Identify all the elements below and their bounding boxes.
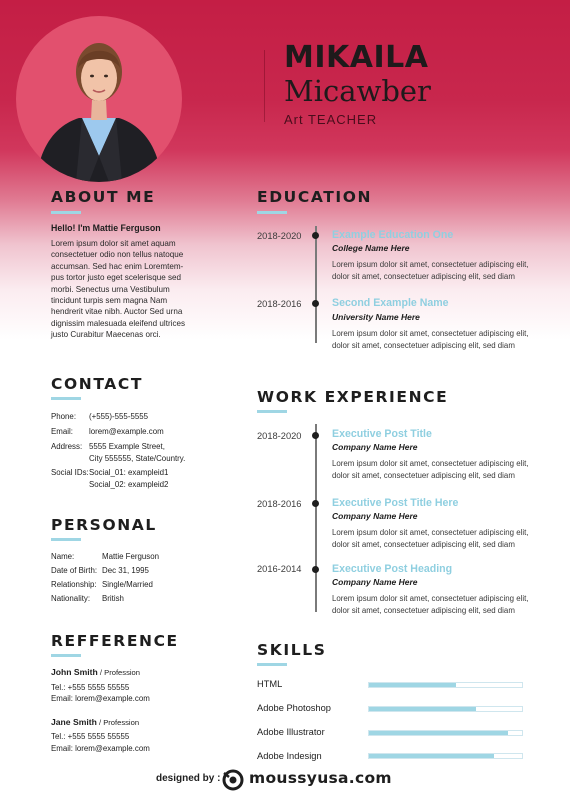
about-title: ABOUT ME (51, 188, 156, 206)
name-divider (264, 50, 265, 122)
contact-label: Email: (51, 427, 73, 436)
work-years: 2016-2014 (257, 564, 302, 574)
skill-bar (368, 730, 523, 736)
skill-label: HTML (257, 679, 283, 689)
education-desc: Lorem ipsum dolor sit amet, consectetuer adipiscing elit, dolor sit amet, consectetuer adipiscing elit, sed diam (332, 260, 529, 281)
last-name: Micawber (284, 74, 431, 108)
contact-value: lorem@example.com (89, 427, 164, 436)
reference-email: Email: lorem@example.com (51, 744, 150, 753)
reference-name (51, 717, 139, 727)
contact-title: CONTACT (51, 375, 144, 393)
reference-person: John Smith (51, 667, 98, 677)
skill-label: Adobe Indesign (257, 751, 322, 761)
work-timeline-line (315, 424, 317, 612)
skill-bar-fill (369, 731, 508, 735)
education-title-text: Second Example Name (332, 297, 449, 309)
reference-profession: / Profession (97, 668, 141, 677)
education-years: 2018-2020 (257, 231, 302, 241)
job-title: Art TEACHER (284, 112, 378, 127)
skill-bar (368, 753, 523, 759)
skill-bar-fill (369, 754, 494, 758)
first-name: MIKAILA (284, 40, 429, 75)
work-company: Company Name Here (332, 442, 418, 452)
about-hello: Hello! I'm Mattie Ferguson (51, 223, 161, 233)
contact-value: 5555 Example Street, (89, 442, 165, 451)
skill-bar-fill (369, 683, 456, 687)
personal-value: Dec 31, 1995 (102, 566, 149, 575)
skill-label: Adobe Photoshop (257, 703, 331, 713)
education-title-text: Example Education One (332, 229, 454, 241)
timeline-dot (312, 566, 319, 573)
skills-title: SKILLS (257, 641, 327, 659)
reference-title-underline (51, 654, 81, 657)
personal-value: Mattie Ferguson (102, 552, 160, 561)
work-desc: Lorem ipsum dolor sit amet, consectetuer adipiscing elit, dolor sit amet, consectetuer adipiscing elit, sed diam (332, 459, 529, 480)
profile-photo (16, 16, 182, 182)
education-timeline-line (315, 226, 317, 343)
contact-value-line2: Social_02: exampleid2 (89, 479, 169, 489)
contact-title-underline (51, 397, 81, 400)
education-desc: Lorem ipsum dolor sit amet, consectetuer adipiscing elit, dolor sit amet, consectetuer adipiscing elit, sed diam (332, 329, 529, 350)
reference-tel: Tel.: +555 5555 55555 (51, 732, 130, 741)
reference-title: REFFERENCE (51, 632, 179, 650)
reference-person: Jane Smith (51, 717, 97, 727)
designed-by-label: designed by : (156, 773, 221, 784)
portrait-image (16, 16, 182, 182)
skill-label: Adobe Illustrator (257, 727, 325, 737)
work-company: Company Name Here (332, 511, 418, 521)
reference-email: Email: lorem@example.com (51, 694, 150, 703)
education-subtitle: University Name Here (332, 312, 420, 322)
education-years: 2018-2016 (257, 299, 302, 309)
about-text: Lorem ipsum dolor sit amet aquam consectetuer odio non tellus natoque accumsan. Sed hac enim Loremtem-pus tortor justo eget scelerisque sed morbi. Senectus urna Vestibulum tincidunt turpis sem magna Nam hendrerit vitae nibh. Auctor Sed urna dignissim malesuada eleifend ultrices justo Curabitur Maecenas orci. (51, 239, 186, 340)
skills-title-underline (257, 663, 287, 666)
work-years: 2018-2020 (257, 431, 302, 441)
personal-title-underline (51, 538, 81, 541)
education-title-underline (257, 211, 287, 214)
skill-bar (368, 706, 523, 712)
contact-value: Social_01: exampleid1 (89, 468, 169, 477)
reference-tel: Tel.: +555 5555 55555 (51, 683, 130, 692)
contact-value-line2: City 555555, State/Country. (89, 453, 186, 463)
personal-title: PERSONAL (51, 516, 157, 534)
timeline-dot (312, 500, 319, 507)
contact-label: Phone: (51, 412, 77, 421)
work-post-title: Executive Post Title (332, 428, 432, 440)
work-desc: Lorem ipsum dolor sit amet, consectetuer adipiscing elit, dolor sit amet, consectetuer adipiscing elit, sed diam (332, 594, 529, 615)
skill-bar (368, 682, 523, 688)
work-years: 2018-2016 (257, 499, 302, 509)
education-title: EDUCATION (257, 188, 373, 206)
work-post-title: Executive Post Title Here (332, 497, 459, 509)
contact-label: Social IDs: (51, 468, 89, 477)
work-title: WORK EXPERIENCE (257, 388, 449, 406)
education-subtitle: College Name Here (332, 243, 410, 253)
work-post-title: Executive Post Heading (332, 563, 453, 575)
brand-name[interactable]: moussyusa.com (249, 769, 392, 787)
reference-profession: / Profession (96, 718, 140, 727)
personal-label: Relationship: (51, 580, 97, 589)
about-title-underline (51, 211, 81, 214)
timeline-dot (312, 300, 319, 307)
work-title-underline (257, 410, 287, 413)
moussyusa-logo-icon (222, 769, 244, 791)
work-company: Company Name Here (332, 577, 418, 587)
personal-label: Nationality: (51, 594, 91, 603)
timeline-dot (312, 432, 319, 439)
contact-value: (+555)-555-5555 (89, 412, 149, 421)
contact-label: Address: (51, 442, 83, 451)
personal-value: British (102, 594, 124, 603)
reference-name (51, 667, 140, 677)
work-desc: Lorem ipsum dolor sit amet, consectetuer adipiscing elit, dolor sit amet, consectetuer adipiscing elit, sed diam (332, 528, 529, 549)
timeline-dot (312, 232, 319, 239)
footer (0, 768, 570, 794)
personal-label: Date of Birth: (51, 566, 98, 575)
skill-bar-fill (369, 707, 476, 711)
personal-label: Name: (51, 552, 75, 561)
personal-value: Single/Married (102, 580, 153, 589)
